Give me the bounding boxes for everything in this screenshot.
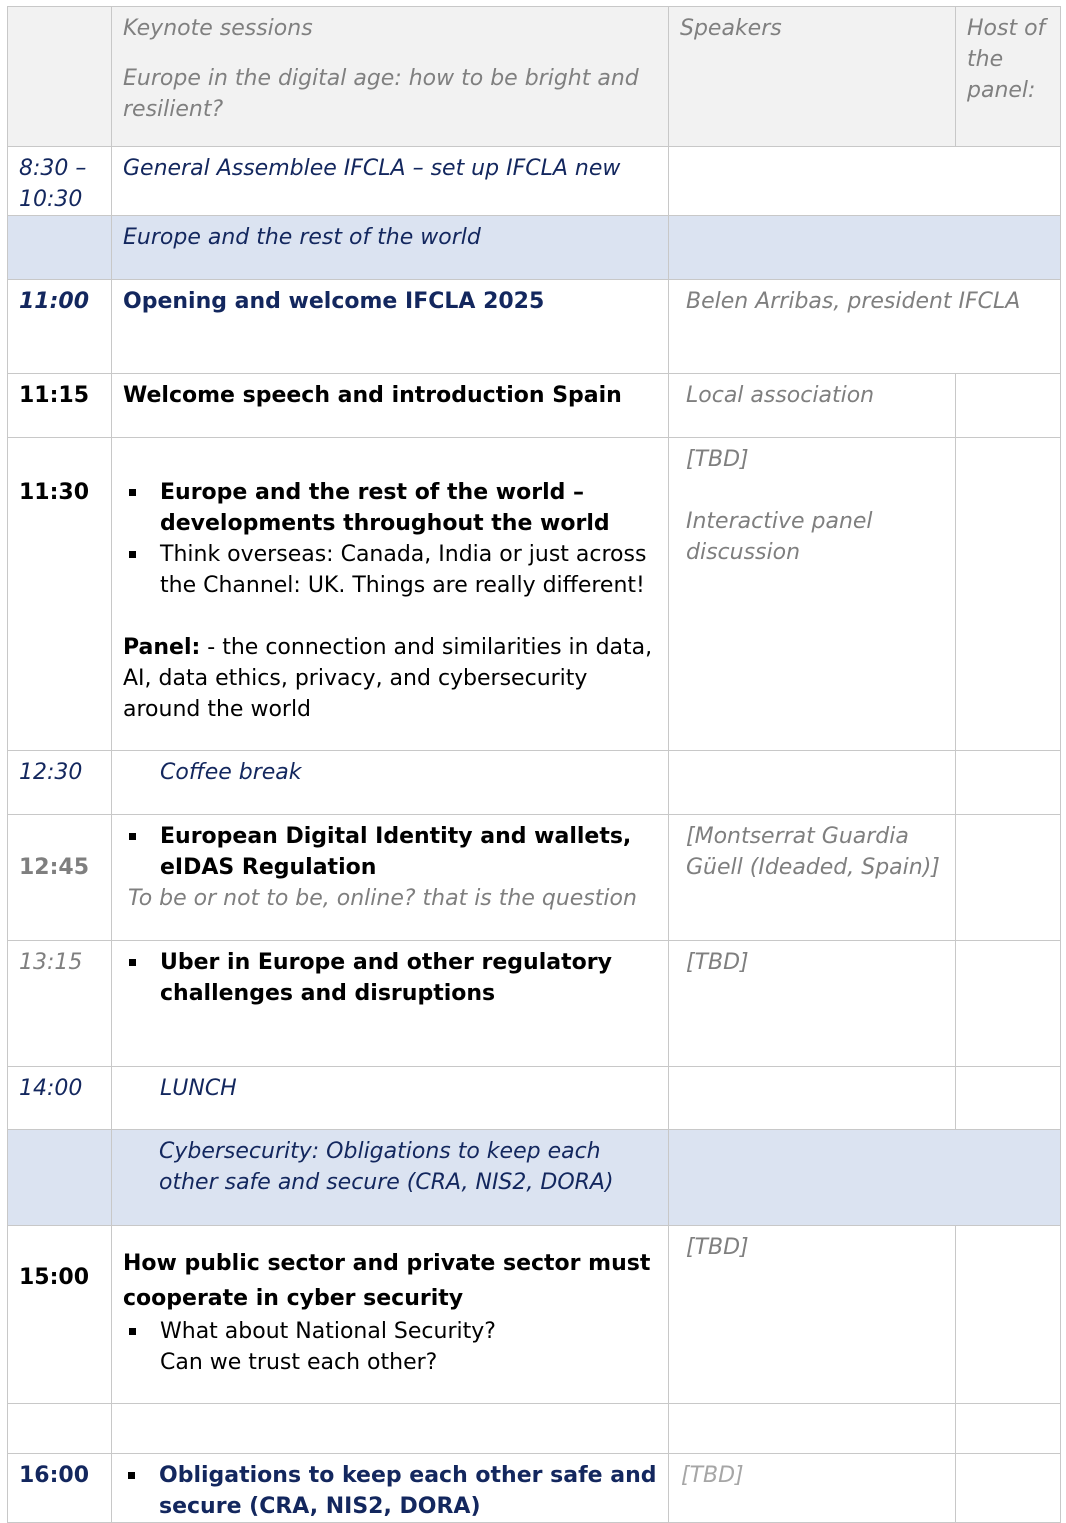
row-host-cell: [956, 374, 1061, 438]
band-title-cell: [112, 1130, 669, 1226]
row-host-cell: [956, 751, 1061, 815]
row-speaker: [TBD]: [669, 941, 956, 1067]
agenda-row: [8, 147, 1061, 216]
header-speakers: Speakers: [669, 7, 956, 147]
row-session-cell: [112, 815, 669, 941]
row-time: 8:30 – 10:30: [8, 147, 112, 216]
section-band: [8, 1130, 1061, 1226]
row-session-cell: [112, 1226, 669, 1404]
row-host-cell: [956, 1454, 1061, 1523]
empty-cell: [8, 1404, 112, 1454]
panel-text: - the connection and similarities in data, AI, data ethics, privacy, and cybersecurity around the world: [123, 635, 653, 722]
row-speaker: Local association: [669, 374, 956, 438]
agenda-row: [8, 1454, 1061, 1523]
row-session: Welcome speech and introduction Spain: [112, 374, 669, 438]
row-speaker-note: Interactive panel discussion: [686, 509, 873, 565]
row-session: LUNCH: [160, 1076, 237, 1101]
row-time: 11:00: [8, 280, 112, 374]
row-session: General Assemblee IFCLA – set up IFCLA new: [112, 147, 669, 216]
bullet-item: Uber in Europe and other regulatory challenges and disruptions: [123, 947, 658, 1009]
row-speaker-cell: [669, 1067, 956, 1130]
row-time: 12:45: [8, 815, 112, 941]
agenda-row: [8, 1226, 1061, 1404]
row-host-cell: [956, 941, 1061, 1067]
band-time-cell: [8, 216, 112, 280]
band-speaker-cell: [669, 216, 1061, 280]
agenda-table: [7, 6, 1061, 1523]
bullet-list: [123, 477, 658, 601]
band-time-cell: [8, 1130, 112, 1226]
row-subtitle: To be or not to be, online? that is the question: [128, 886, 637, 911]
agenda-row: [8, 1067, 1061, 1130]
row-session-cell: [112, 751, 669, 815]
row-host-cell: [956, 438, 1061, 751]
bullet-continuation: Can we trust each other?: [160, 1350, 438, 1375]
row-time: 16:00: [8, 1454, 112, 1523]
agenda-row: [8, 374, 1061, 438]
row-time: 14:00: [8, 1067, 112, 1130]
row-time: 13:15: [8, 941, 112, 1067]
band-title: Europe and the rest of the world: [112, 216, 669, 280]
row-time: 12:30: [8, 751, 112, 815]
row-session: Coffee break: [160, 760, 302, 785]
bullet-item: What about National Security?: [123, 1316, 658, 1347]
agenda-row: [8, 280, 1061, 374]
row-host-cell: [956, 815, 1061, 941]
row-session-cell: [112, 1067, 669, 1130]
row-speaker: [TBD]: [686, 447, 749, 472]
band-speaker-cell: [669, 1130, 1061, 1226]
bullet-list: [123, 821, 658, 883]
row-speaker: Belen Arribas, president IFCLA: [669, 280, 1061, 374]
header-sessions-label: Keynote sessions: [123, 16, 313, 41]
bullet-item: European Digital Identity and wallets, eIDAS Regulation: [123, 821, 658, 883]
row-session-cell: [112, 1454, 669, 1523]
bullet-list: [123, 1316, 658, 1347]
agenda-row: [8, 815, 1061, 941]
row-host-cell: [956, 1067, 1061, 1130]
bullet-list: [123, 947, 658, 1009]
agenda-row: [8, 751, 1061, 815]
empty-cell: [112, 1404, 669, 1454]
row-session-cell: [112, 438, 669, 751]
row-time: 11:30: [8, 438, 112, 751]
header-row: [8, 7, 1061, 147]
row-time: 11:15: [8, 374, 112, 438]
band-title: Cybersecurity: Obligations to keep each other safe and secure (CRA, NIS2, DORA): [159, 1139, 614, 1195]
bullet-list: [122, 1460, 658, 1522]
bullet-item: Think overseas: Canada, India or just across the Channel: UK. Things are really different!: [123, 539, 658, 601]
row-time: 15:00: [8, 1226, 112, 1404]
agenda-row: [8, 941, 1061, 1067]
bullet-item: Europe and the rest of the world – developments throughout the world: [123, 477, 658, 539]
row-session: Opening and welcome IFCLA 2025: [112, 280, 669, 374]
row-speaker: [Montserrat Guardia Güell (Ideaded, Spain)]: [669, 815, 956, 941]
row-session: How public sector and private sector must cooperate in cyber security: [123, 1251, 651, 1311]
section-band: [8, 216, 1061, 280]
header-sessions-cell: [112, 7, 669, 147]
row-host-cell: [956, 1226, 1061, 1404]
header-time-cell: [8, 7, 112, 147]
row-speaker-cell: [669, 147, 1061, 216]
empty-cell: [669, 1404, 956, 1454]
header-host: Host of the panel:: [956, 7, 1061, 147]
header-theme: Europe in the digital age: how to be bright and resilient?: [123, 66, 639, 122]
row-session-cell: [112, 941, 669, 1067]
bullet-item: Obligations to keep each other safe and secure (CRA, NIS2, DORA): [122, 1460, 658, 1522]
row-speaker: [TBD]: [669, 1454, 956, 1523]
row-speaker-cell: [669, 438, 956, 751]
empty-cell: [956, 1404, 1061, 1454]
panel-description: [123, 632, 658, 725]
row-speaker-cell: [669, 751, 956, 815]
panel-label: Panel:: [123, 635, 201, 660]
agenda-row: [8, 438, 1061, 751]
empty-row: [8, 1404, 1061, 1454]
row-speaker: [TBD]: [669, 1226, 956, 1404]
